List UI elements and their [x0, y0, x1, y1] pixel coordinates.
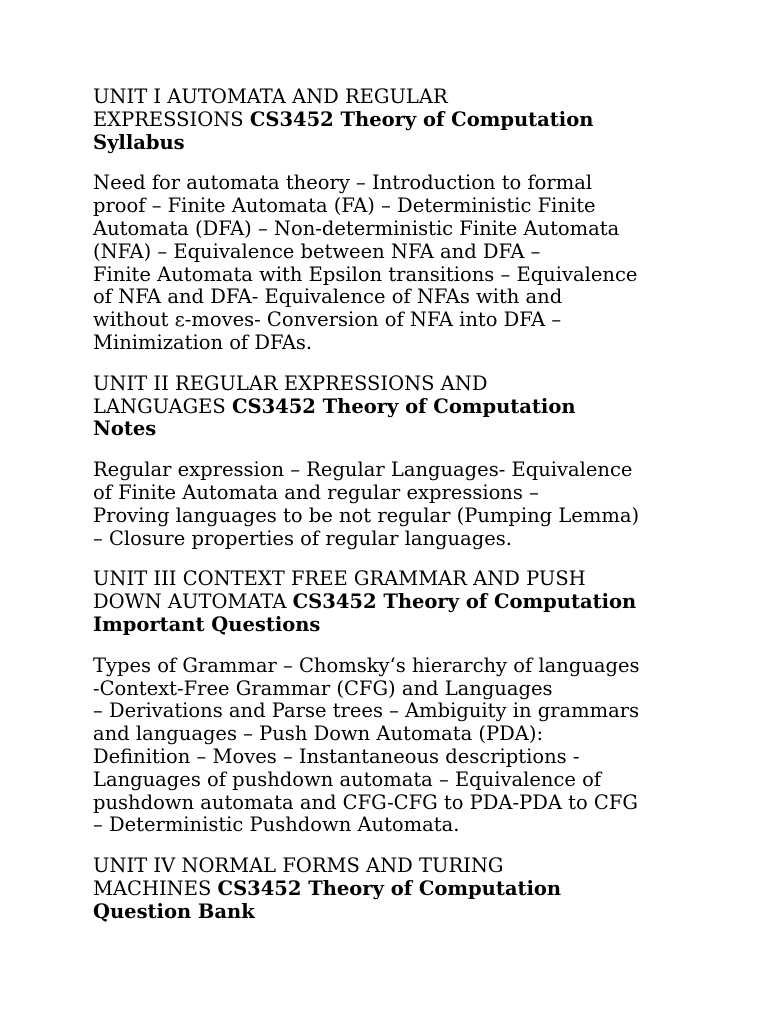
unit-1-body-line: Finite Automata with Epsilon transitions – Equivalence — [93, 262, 638, 286]
unit-2-heading — [93, 373, 683, 441]
document-page — [93, 86, 683, 942]
unit-3-heading-bold-1: CS3452 Theory of Computation — [292, 590, 637, 614]
unit-4-heading-line-1: UNIT IV NORMAL FORMS AND TURING — [93, 854, 504, 878]
unit-1-body-line: Need for automata theory – Introduction to formal — [93, 171, 593, 195]
unit-4-heading-bold-1: CS3452 Theory of Computation — [217, 876, 562, 900]
unit-3-heading-line-2 — [93, 591, 683, 614]
unit-2-heading-line-1: UNIT II REGULAR EXPRESSIONS AND — [93, 371, 488, 395]
unit-3-body-line: pushdown automata and CFG-CFG to PDA-PDA to CFG — [93, 790, 638, 814]
unit-1-heading-title: EXPRESSIONS — [93, 107, 244, 131]
unit-1-body-line: proof – Finite Automata (FA) – Deterministic Finite — [93, 194, 596, 218]
unit-2-body-line: Proving languages to be not regular (Pumping Lemma) — [93, 503, 640, 527]
unit-2-heading-bold-1: CS3452 Theory of Computation — [231, 394, 576, 418]
unit-3-heading-title: DOWN AUTOMATA — [93, 590, 287, 614]
unit-3-heading-line-1: UNIT III CONTEXT FREE GRAMMAR AND PUSH — [93, 567, 586, 591]
unit-2-heading-title: LANGUAGES — [93, 394, 226, 418]
unit-1-heading-bold-2: Syllabus — [93, 130, 185, 154]
unit-1-body-line: without ε-moves- Conversion of NFA into DFA – — [93, 308, 562, 332]
unit-1-body-line: Automata (DFA) – Non-deterministic Finite Automata — [93, 216, 620, 240]
unit-1-heading-bold-1: CS3452 Theory of Computation — [249, 107, 594, 131]
unit-1-body — [93, 172, 683, 354]
unit-4-heading-title: MACHINES — [93, 876, 212, 900]
unit-3-body-line: and languages – Push Down Automata (PDA): — [93, 722, 544, 746]
unit-2-body-line: Regular expression – Regular Languages- Equivalence — [93, 458, 633, 482]
unit-3-body — [93, 655, 683, 837]
unit-1-heading-line-2 — [93, 109, 683, 132]
unit-2-body-line: of Finite Automata and regular expressions – — [93, 480, 539, 504]
unit-3-body-line: Languages of pushdown automata – Equivalence of — [93, 767, 602, 791]
unit-2-heading-bold-2: Notes — [93, 417, 157, 441]
unit-2-body — [93, 459, 683, 550]
unit-1-body-line: (NFA) – Equivalence between NFA and DFA – — [93, 239, 541, 263]
unit-3-heading — [93, 568, 683, 636]
unit-3-body-line: Types of Grammar – Chomsky‘s hierarchy of languages — [93, 653, 640, 677]
unit-4-heading-line-2 — [93, 878, 683, 901]
unit-3-body-line: -Context-Free Grammar (CFG) and Languages — [93, 676, 553, 700]
unit-4-heading — [93, 855, 683, 923]
unit-3-body-line: – Deterministic Pushdown Automata. — [93, 813, 460, 837]
unit-3-heading-bold-2: Important Questions — [93, 612, 321, 636]
unit-1-body-line: Minimization of DFAs. — [93, 330, 313, 354]
unit-3-body-line: – Derivations and Parse trees – Ambiguity in grammars — [93, 699, 640, 723]
unit-1-heading — [93, 86, 683, 154]
unit-1-heading-line-1: UNIT I AUTOMATA AND REGULAR — [93, 85, 448, 108]
unit-2-heading-line-2 — [93, 396, 683, 419]
unit-3-body-line: Definition – Moves – Instantaneous descriptions - — [93, 744, 580, 768]
unit-4-heading-bold-2: Question Bank — [93, 899, 255, 923]
unit-2-body-line: – Closure properties of regular languages. — [93, 526, 512, 550]
unit-1-body-line: of NFA and DFA- Equivalence of NFAs with and — [93, 285, 563, 309]
